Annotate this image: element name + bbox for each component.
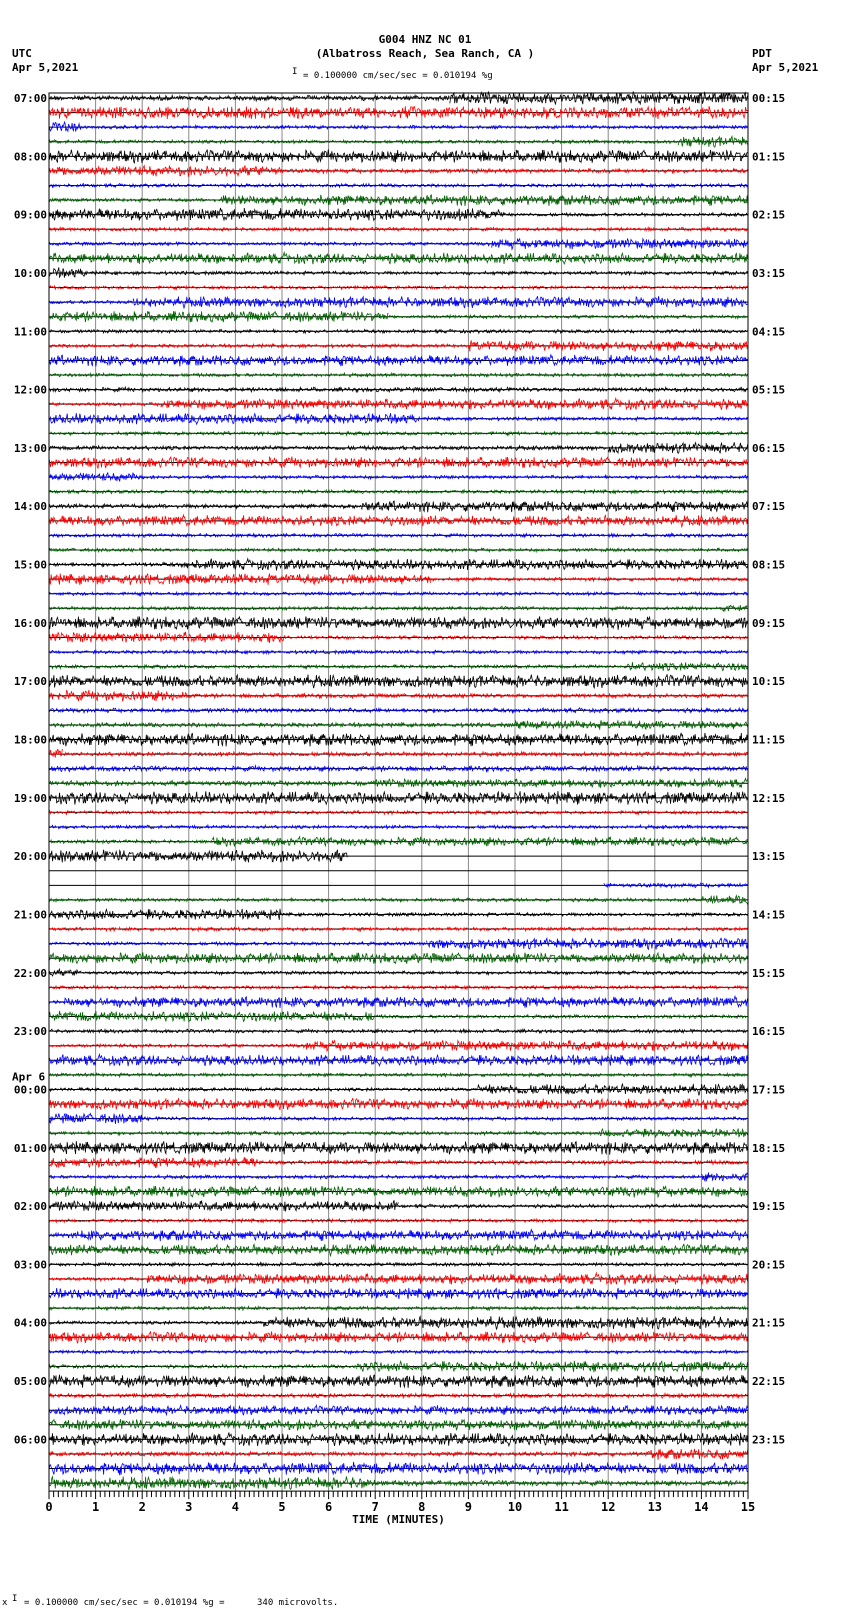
left-hour-label: 02:00 (13, 1200, 47, 1214)
left-hour-label: 16:00 (13, 616, 47, 630)
x-tick-label: 14 (694, 1500, 709, 1515)
x-tick-label: 2 (138, 1500, 146, 1515)
right-hour-label: 10:15 (752, 675, 786, 689)
right-hour-label: 02:15 (752, 208, 786, 222)
x-tick-label: 15 (740, 1500, 756, 1515)
chart-title: G004 HNZ NC 01 (378, 33, 472, 46)
right-timezone: PDT (752, 47, 772, 60)
left-timezone: UTC (12, 47, 32, 60)
right-hour-label: 07:15 (752, 500, 786, 514)
left-hour-label: 21:00 (13, 908, 47, 922)
right-hour-label: 12:15 (752, 791, 786, 805)
left-hour-label: 01:00 (13, 1141, 47, 1155)
left-hour-label: 08:00 (13, 150, 47, 164)
footer-scale-text: = 0.100000 cm/sec/sec = 0.010194 %g = 340 microvolts. (24, 1598, 339, 1608)
x-tick-label: 0 (45, 1500, 53, 1515)
left-hour-label: 19:00 (13, 791, 47, 805)
right-hour-label: 06:15 (752, 441, 786, 455)
left-hour-label: 13:00 (13, 441, 47, 455)
right-hour-label: 03:15 (752, 266, 786, 280)
left-hour-label: 22:00 (13, 966, 47, 980)
left-hour-label: 14:00 (13, 500, 47, 514)
right-hour-label: 00:15 (752, 92, 786, 105)
right-hour-label: 09:15 (752, 616, 786, 630)
right-hour-label: 16:15 (752, 1025, 786, 1039)
x-tick-label: 9 (464, 1500, 473, 1515)
left-hour-label: 03:00 (13, 1258, 47, 1272)
left-date: Apr 5,2021 (12, 61, 79, 74)
x-tick-label: 5 (278, 1500, 286, 1515)
x-tick-label: 12 (600, 1500, 616, 1515)
x-tick-label: 4 (231, 1500, 240, 1515)
left-hour-label: 15:00 (13, 558, 47, 572)
scale-bar-icon: I (292, 67, 298, 77)
right-hour-label: 20:15 (752, 1258, 786, 1272)
right-hour-label: 15:15 (752, 966, 786, 980)
x-axis-label: TIME (MINUTES) (352, 1513, 445, 1527)
right-hour-label: 04:15 (752, 325, 786, 339)
header-scale-text: = 0.100000 cm/sec/sec = 0.010194 %g (303, 71, 493, 81)
right-hour-label: 05:15 (752, 383, 786, 397)
x-tick-label: 10 (507, 1500, 523, 1515)
footer-prefix: x (2, 1598, 8, 1608)
x-tick-label: 3 (185, 1500, 193, 1515)
right-hour-label: 19:15 (752, 1200, 786, 1214)
left-hour-label: 12:00 (13, 383, 47, 397)
left-hour-label: 07:00 (13, 92, 47, 105)
right-hour-label: 22:15 (752, 1375, 786, 1389)
left-hour-label: 18:00 (13, 733, 47, 747)
left-hour-label: 00:00 (13, 1083, 47, 1097)
right-hour-label: 14:15 (752, 908, 786, 922)
left-hour-label: 09:00 (13, 208, 47, 222)
x-tick-label: 13 (647, 1500, 663, 1515)
date-change-label: Apr 6 (12, 1070, 46, 1084)
right-hour-label: 01:15 (752, 150, 786, 164)
right-hour-label: 17:15 (752, 1083, 786, 1097)
left-hour-label: 06:00 (13, 1433, 47, 1447)
chart-subtitle: (Albatross Reach, Sea Ranch, CA ) (315, 47, 535, 60)
left-hour-label: 04:00 (13, 1316, 47, 1330)
right-hour-label: 18:15 (752, 1141, 786, 1155)
x-tick-label: 11 (554, 1500, 569, 1515)
x-tick-label: 6 (324, 1500, 333, 1515)
left-hour-label: 05:00 (13, 1375, 47, 1389)
left-hour-label: 20:00 (13, 850, 47, 864)
right-hour-label: 23:15 (752, 1433, 786, 1447)
footer-scale-icon: I (12, 1594, 18, 1604)
left-hour-label: 17:00 (13, 675, 47, 689)
left-hour-label: 10:00 (13, 266, 47, 280)
x-tick-label: 7 (371, 1500, 379, 1515)
right-hour-label: 11:15 (752, 733, 786, 747)
x-tick-label: 1 (91, 1500, 100, 1515)
right-date: Apr 5,2021 (752, 61, 819, 74)
x-tick-label: 8 (418, 1500, 426, 1515)
right-hour-label: 08:15 (752, 558, 786, 572)
left-hour-label: 23:00 (13, 1025, 47, 1039)
right-hour-label: 21:15 (752, 1316, 786, 1330)
right-hour-label: 13:15 (752, 850, 786, 864)
left-hour-label: 11:00 (13, 325, 47, 339)
